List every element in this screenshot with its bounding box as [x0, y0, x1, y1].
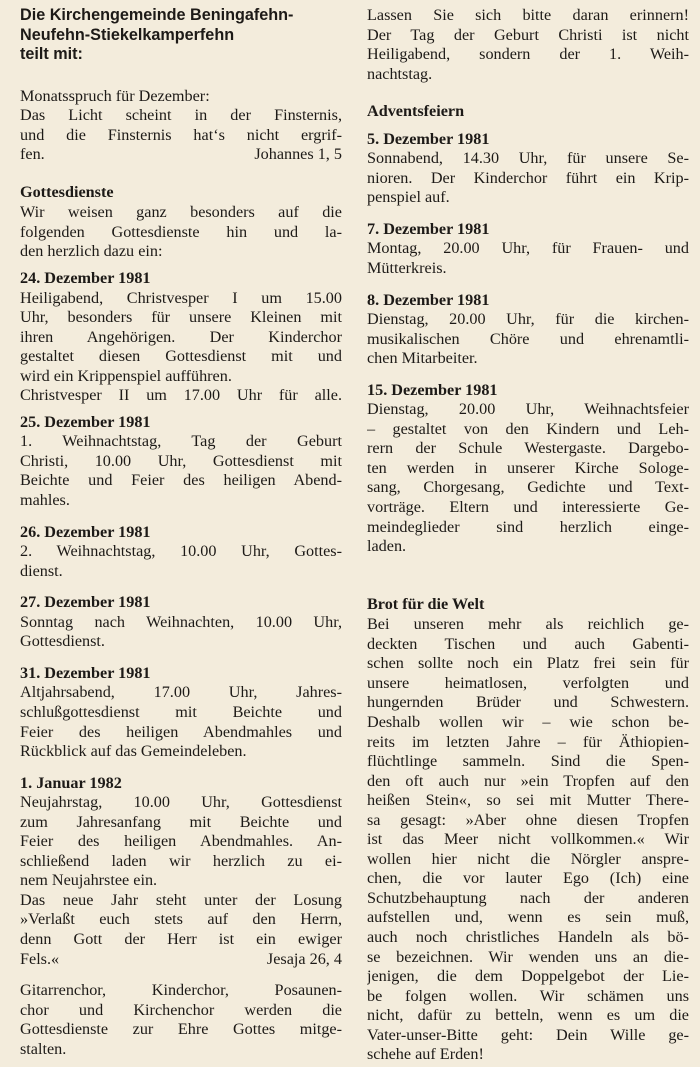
verse-reference: Jesaja 26, 4 — [266, 949, 342, 968]
text-line: Rückblick auf das Gemeindeleben. — [20, 742, 247, 761]
service-entry — [20, 523, 342, 582]
monatsspruch-block — [20, 87, 342, 165]
text-line: Vater-unser-Bitte geht: Dein Wille ge- — [367, 1025, 689, 1044]
text-line: musikalischen Chöre und ehrenamtli- — [367, 329, 689, 348]
text-line: Dienstag, 20.00 Uhr, Weihnachtsfeier — [367, 400, 689, 419]
brot-fuer-die-welt-section — [367, 595, 689, 1065]
text-line: folgenden Gottesdienste hin und la- — [20, 222, 342, 241]
left-column — [20, 6, 342, 1059]
text-line: unsere heimatlosen, verfolgten und — [367, 673, 689, 692]
right-column — [367, 6, 689, 1065]
text-line: 2. Weihnachtstag, 10.00 Uhr, Gottes- — [20, 542, 342, 561]
title-line: Neufehn-Stiekelkamperfehn — [20, 25, 235, 44]
text-line: Bei unseren mehr als reichlich ge- — [367, 615, 689, 634]
text-line: chor und Kirchenchor werden die — [20, 1000, 342, 1019]
text-line: chen Mitarbeiter. — [367, 349, 478, 368]
advent-entry — [367, 291, 689, 369]
section-heading: Adventsfeiern — [367, 102, 465, 121]
text-line: se bezeichnen. Wir wenden uns an die- — [367, 947, 689, 966]
text-line: nachtstag. — [367, 64, 433, 83]
service-entry — [20, 269, 342, 406]
text-line: heißen Stein«, so sei mit Mutter There- — [367, 791, 689, 810]
text-line: Sonnabend, 14.30 Uhr, für unsere Se- — [367, 149, 689, 168]
section-heading: Brot für die Welt — [367, 594, 485, 613]
title-line: teilt mit: — [20, 45, 83, 64]
service-entry — [20, 593, 342, 652]
text-line: sa gesagt: »Aber ohne diesen Tropfen — [367, 810, 689, 829]
text-line: Heiligabend, sondern der 1. Weih- — [367, 45, 689, 64]
text-line: Feier des heiligen Abendmahles. An- — [20, 832, 342, 851]
text-line: rern der Schule Westergaste. Dargebo- — [367, 439, 689, 458]
entry-date: 27. Dezember 1981 — [20, 593, 151, 612]
text-line: Uhr, besonders für unsere Kleinen mit — [20, 308, 342, 327]
text-line: chen, die vor lauter Ego (Ich) eine — [367, 869, 689, 888]
verse-text: fen. — [20, 145, 45, 164]
text-line: Christi, 10.00 Uhr, Gottesdienst mit — [20, 451, 342, 470]
entry-date: 1. Januar 1982 — [20, 773, 122, 792]
text-line: Wir weisen ganz besonders auf die — [20, 203, 342, 222]
text-line: ist das Meer nicht vollkommen.« Wir — [367, 830, 689, 849]
text-line: wird ein Krippenspiel aufführen. — [20, 366, 232, 385]
text-line: denn Gott der Herr ist ein ewiger — [20, 929, 342, 948]
text-line: flüchtlinge sammeln. Sind die Spen- — [367, 752, 689, 771]
gottesdienste-section — [20, 183, 342, 262]
entry-date: 5. Dezember 1981 — [367, 129, 490, 148]
text-line: Lassen Sie sich bitte daran erinnern! — [367, 6, 689, 24]
text-line: dienst. — [20, 561, 63, 580]
title-line: Die Kirchengemeinde Beningafehn- — [20, 6, 294, 24]
text-line: schließend laden wir herzlich zu ei- — [20, 851, 342, 870]
advent-entry — [367, 220, 689, 279]
text-line: »Verlaßt euch stets auf den Herrn, — [20, 910, 342, 929]
text-line: laden. — [367, 537, 407, 556]
verse-line — [20, 950, 342, 970]
verse-line — [20, 145, 342, 165]
text-line: ten werden in unserer Kirche Sologe- — [367, 458, 689, 477]
text-line: Feier des heiligen Abendmahles und — [20, 722, 342, 741]
text-line: nem Neujahrstee ein. — [20, 871, 158, 890]
text-line: – gestaltet von den Kindern und Leh- — [367, 419, 689, 438]
text-line: schlußgottesdienst mit Beichte und — [20, 702, 342, 721]
text-line: meindeglieder sind herzlich einge- — [367, 517, 689, 536]
text-line: Monatsspruch für Dezember: — [20, 86, 210, 105]
service-entry — [20, 413, 342, 511]
entry-date: 31. Dezember 1981 — [20, 663, 151, 682]
text-line: den oft auch nur »ein Tropfen auf den — [367, 771, 689, 790]
text-line: Gitarrenchor, Kinderchor, Posaunen- — [20, 981, 342, 1000]
text-line: Neujahrstag, 10.00 Uhr, Gottesdienst — [20, 793, 342, 812]
text-line: Gottesdienst. — [20, 632, 105, 651]
text-line: Montag, 20.00 Uhr, für Frauen- und — [367, 239, 689, 258]
text-line: gestaltet diesen Gottesdienst mit und — [20, 347, 342, 366]
text-line: Deshalb wollen wir – wie schon be- — [367, 712, 689, 731]
text-line: und die Finsternis hat‘s nicht ergrif- — [20, 125, 342, 144]
text-line: 1. Weihnachtstag, Tag der Geburt — [20, 432, 342, 451]
service-entry — [20, 774, 342, 969]
text-line: Gottesdienste zur Ehre Gottes mitge- — [20, 1020, 342, 1039]
text-line: deckten Tischen und auch Gabenti- — [367, 634, 689, 653]
text-line: schen sollte noch ein Platz frei sein für — [367, 654, 689, 673]
text-line: Schutzbehauptung nach der anderen — [367, 888, 689, 907]
entry-date: 7. Dezember 1981 — [367, 219, 490, 238]
text-line: den herzlich dazu ein: — [20, 242, 163, 261]
text-line: vorträge. Eltern und interessierte Ge- — [367, 498, 689, 517]
verse-reference: Johannes 1, 5 — [254, 145, 342, 164]
entry-date: 26. Dezember 1981 — [20, 522, 151, 541]
text-line: be folgen wollen. Wir schämen uns — [367, 986, 689, 1005]
text-line: jenigen, die dem Doppelgebot der Lie- — [367, 967, 689, 986]
announcement-title — [20, 6, 342, 65]
text-line: penspiel auf. — [367, 188, 450, 207]
entry-date: 15. Dezember 1981 — [367, 380, 498, 399]
text-line: Sonntag nach Weihnachten, 10.00 Uhr, — [20, 612, 342, 631]
text-line: nioren. Der Kinderchor führt ein Krip- — [367, 168, 689, 187]
reminder-paragraph — [367, 6, 689, 84]
advent-entry — [367, 381, 689, 557]
text-line: Christvesper II um 17.00 Uhr für alle. — [20, 386, 342, 405]
text-line: stalten. — [20, 1039, 67, 1058]
entry-date: 8. Dezember 1981 — [367, 290, 490, 309]
text-line: wollen hier nicht die Nörgler anspre- — [367, 849, 689, 868]
text-line: schehe auf Erden! — [367, 1045, 484, 1064]
entry-date: 24. Dezember 1981 — [20, 269, 151, 288]
text-line: sang, Chorgesang, Gedichte und Text- — [367, 478, 689, 497]
text-line: Dienstag, 20.00 Uhr, für die kirchen- — [367, 310, 689, 329]
choirs-paragraph — [20, 981, 342, 1059]
text-line: Beichte und Feier des heiligen Abend- — [20, 471, 342, 490]
text-line: ihren Angehörigen. Der Kinderchor — [20, 327, 342, 346]
text-line: Heiligabend, Christvesper I um 15.00 — [20, 288, 342, 307]
service-entry — [20, 664, 342, 762]
text-line: mahles. — [20, 491, 70, 510]
text-line: Das Licht scheint in der Finsternis, — [20, 106, 342, 125]
text-line: Altjahrsabend, 17.00 Uhr, Jahres- — [20, 683, 342, 702]
text-line: Mütterkreis. — [367, 259, 447, 278]
section-heading: Gottesdienste — [20, 182, 114, 201]
text-line: zum Jahresanfang mit Beichte und — [20, 812, 342, 831]
text-line: aufstellen und, wenn es sein muß, — [367, 908, 689, 927]
text-line: Der Tag der Geburt Christi ist nicht — [367, 25, 689, 44]
text-line: hungernden Brüder und Schwestern. — [367, 693, 689, 712]
entry-date: 25. Dezember 1981 — [20, 412, 151, 431]
text-line: nicht, dafür zu betteln, wenn es um die — [367, 1006, 689, 1025]
text-line: Das neue Jahr steht unter der Losung — [20, 890, 342, 909]
advent-entry — [367, 130, 689, 208]
text-line: auch noch christliches Handeln als bö- — [367, 927, 689, 946]
text-line: reits im letzten Jahre – für Äthiopien- — [367, 732, 689, 751]
verse-text: Fels.« — [20, 949, 60, 968]
